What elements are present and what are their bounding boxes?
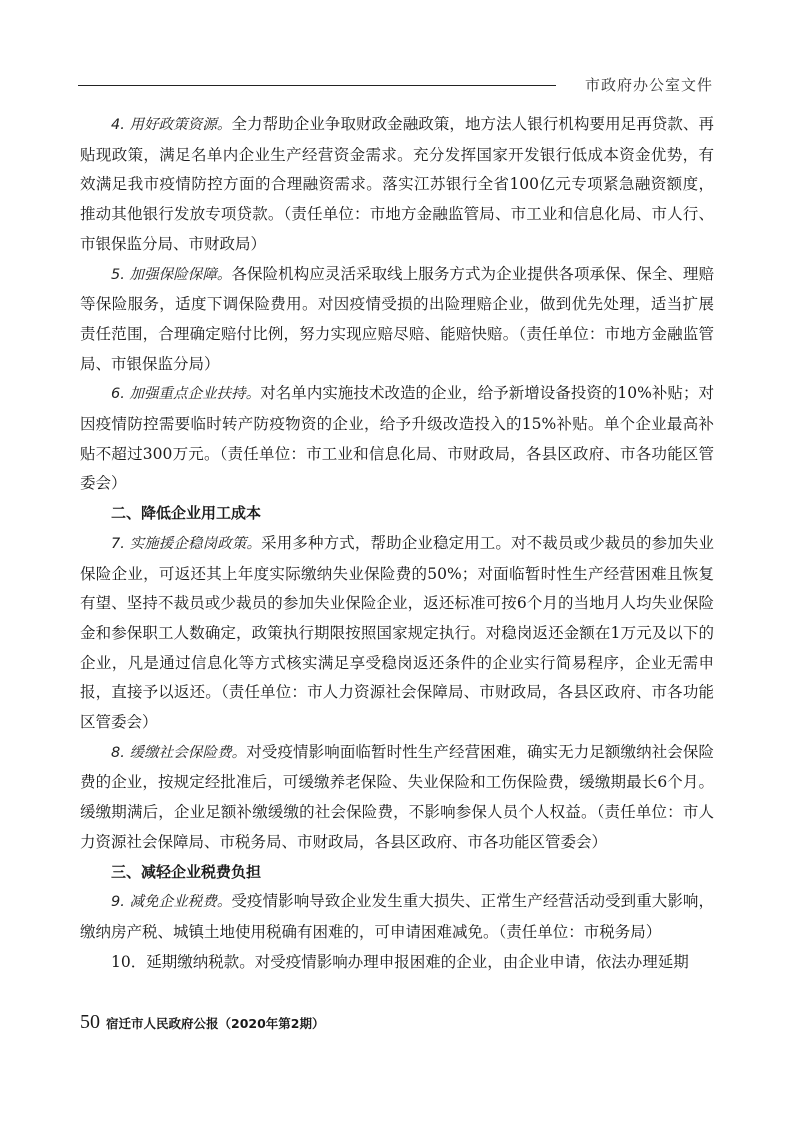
paragraph-item-4	[80, 110, 714, 260]
section-heading-text: 二、降低企业用工成本	[111, 504, 262, 523]
paragraph-text: 全力帮助企业争取财政金融政策，地方法人银行机构要用足再贷款、再贴现政策，满足名单内企业生产经营资金需求。充分发挥国家开发银行低成本资金优势，有效满足我市疫情防控方面的合理融资需求。落实江苏银行全省100亿元专项紧急融资额度，推动其他银行发放专项贷款。（责任单位：市地方金融监管局、市工业和信息化局、市人行、市银保监分局、市财政局）	[80, 115, 714, 253]
section-heading-text: 三、减轻企业税费负担	[111, 862, 262, 881]
section-heading-2	[80, 499, 714, 529]
paragraph-item-7	[80, 529, 714, 738]
paragraph-text: 受疫情影响导致企业发生重大损失、正常生产经营活动受到重大影响，缴纳房产税、城镇土地使用税确有困难的，可申请困难减免。（责任单位：市税务局）	[80, 892, 714, 941]
paragraph-item-9	[80, 887, 714, 947]
header-rule	[78, 85, 556, 86]
header-title: 市政府办公室文件	[584, 76, 713, 94]
page-header	[78, 74, 713, 98]
paragraph-text: 对受疫情影响面临暂时性生产经营困难，确实无力足额缴纳社会保险费的企业，按规定经批准后，可缓缴养老保险、失业保险和工伤保险费，缓缴期最长6个月。缓缴期满后，企业足额补缴缓缴的社会保险费，不影响参保人员个人权益。（责任单位：市人力资源社会保障局、市税务局、市财政局，各县区政府、市各功能区管委会）	[80, 742, 714, 851]
page-footer	[80, 1011, 325, 1041]
paragraph-text: 10．延期缴纳税款。对受疫情影响办理申报困难的企业，由企业申请，依法办理延期	[111, 952, 689, 971]
paragraph-lead: 5. 加强保险保障。	[111, 266, 232, 283]
paragraph-text: 对名单内实施技术改造的企业，给予新增设备投资的10%补贴；对因疫情防控需要临时转产防疫物资的企业，给予升级改造投入的15%补贴。单个企业最高补贴不超过300万元。（责任单位：市工业和信息化局、市财政局，各县区政府、市各功能区管委会）	[80, 384, 714, 493]
paragraph-item-6	[80, 379, 714, 499]
paragraph-lead: 4. 用好政策资源。	[111, 117, 232, 133]
paragraph-lead: 7. 实施援企稳岗政策。	[111, 535, 262, 552]
paragraph-lead: 6. 加强重点企业扶持。	[111, 386, 261, 403]
paragraph-lead: 8. 缓缴社会保险费。	[111, 744, 247, 761]
paragraph-lead: 9. 减免企业税费。	[111, 894, 232, 911]
paragraph-text: 各保险机构应灵活采取线上服务方式为企业提供各项承保、保全、理赔等保险服务，适度下调保险费用。对因疫情受损的出险理赔企业，做到优先处理，适当扩展责任范围，合理确定赔付比例，努力实现应赔尽赔、能赔快赔。（责任单位：市地方金融监管局、市银保监分局）	[80, 264, 714, 373]
page-number: 50	[80, 1011, 100, 1033]
document-body	[80, 110, 714, 978]
paragraph-item-8	[80, 738, 714, 858]
section-heading-3	[80, 858, 714, 888]
paragraph-text: 采用多种方式，帮助企业稳定用工。对不裁员或少裁员的参加失业保险企业，可返还其上年度实际缴纳失业保险费的50%；对面临暂时性生产经营困难且恢复有望、坚持不裁员或少裁员的参加失业保险企业，返还标准可按6个月的当地月人均失业保险金和参保职工人数确定，政策执行期限按照国家规定执行。对稳岗返还金额在1万元及以下的企业，凡是通过信息化等方式核实满足享受稳岗返还条件的企业实行简易程序，企业无需申报，直接予以返还。（责任单位：市人力资源社会保障局、市财政局，各县区政府、市各功能区管委会）	[80, 533, 714, 732]
journal-title: 宿迁市人民政府公报（2020年第2期）	[106, 1016, 325, 1031]
paragraph-item-5	[80, 260, 714, 380]
paragraph-item-10	[80, 948, 714, 979]
